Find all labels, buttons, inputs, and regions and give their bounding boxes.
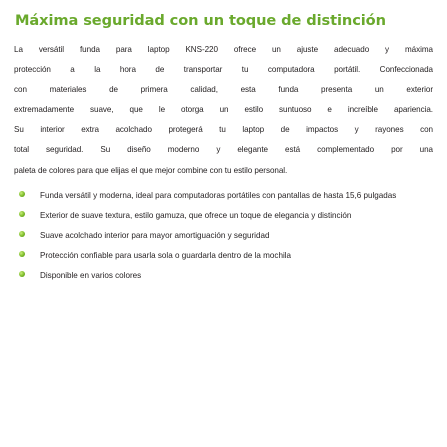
feature-text: Disponible en varios colores bbox=[40, 270, 142, 280]
feature-item bbox=[14, 270, 433, 281]
feature-item bbox=[14, 190, 433, 201]
description-paragraph bbox=[14, 40, 433, 181]
paragraph-line: Su interior extra acolchado protegerá tu laptop de impactos y rayones con bbox=[14, 125, 433, 135]
feature-text: Exterior de suave textura, estilo gamuza, que ofrece un toque de elegancia y distinción bbox=[40, 210, 352, 220]
paragraph-line: La versátil funda para laptop KNS-220 ofrece un ajuste adecuado y máxima bbox=[14, 45, 433, 54]
feature-item bbox=[14, 250, 433, 261]
feature-list bbox=[14, 190, 433, 281]
paragraph-line: protección a la hora de transportar tu computadora portátil. Confeccionada bbox=[14, 65, 433, 75]
paragraph-line: extremadamente suave, que le otorga un estilo suntuoso e increíble apariencia. bbox=[14, 105, 433, 115]
paragraph-line: con materiales de primera calidad, esta funda presenta un exterior bbox=[14, 85, 433, 95]
bullet-dot-icon bbox=[19, 211, 25, 217]
feature-text: Suave acolchado interior para mayor amortiguación y seguridad bbox=[40, 230, 270, 240]
bullet-dot-icon bbox=[19, 191, 25, 197]
paragraph-line: total seguridad. Su diseño moderno y elegante está complementado por una bbox=[14, 145, 433, 155]
bullet-dot-icon bbox=[19, 271, 25, 277]
bullet-dot-icon bbox=[19, 251, 25, 257]
feature-text: Funda versátil y moderna, ideal para computadoras portátiles con pantallas de hasta 15,6 pulgadas bbox=[40, 190, 397, 200]
bullet-dot-icon bbox=[19, 231, 25, 237]
paragraph-line: paleta de colores para que elijas el que mejor combine con tu estilo personal. bbox=[14, 165, 288, 175]
feature-item bbox=[14, 210, 433, 221]
feature-item bbox=[14, 230, 433, 241]
feature-text: Protección confiable para usarla sola o guardarla dentro de la mochila bbox=[40, 250, 292, 260]
section-title: Máxima seguridad con un toque de distinción bbox=[15, 12, 386, 29]
